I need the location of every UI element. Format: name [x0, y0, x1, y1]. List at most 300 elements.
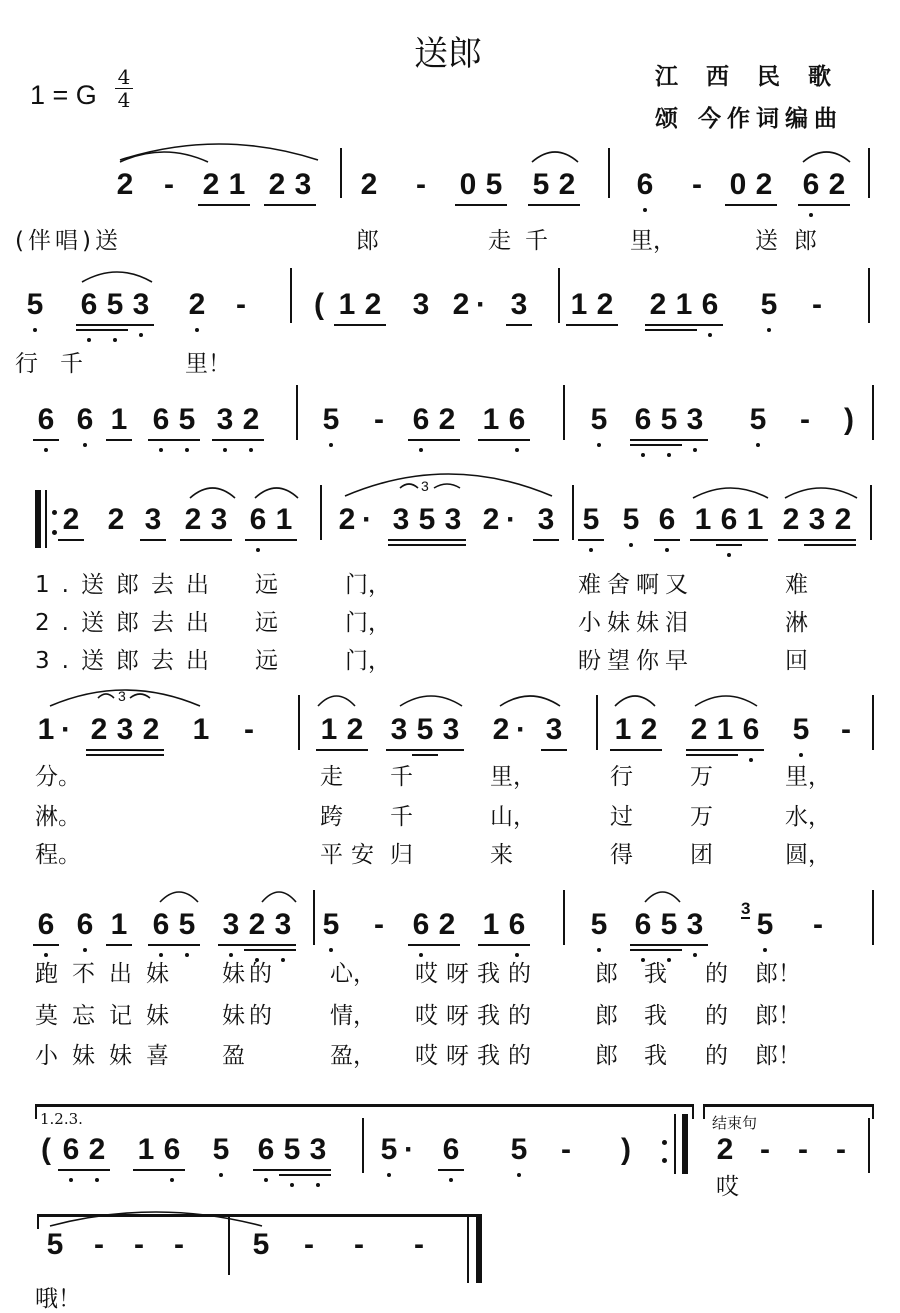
- volta-2-label: 结束句: [712, 1114, 758, 1132]
- note: -: [416, 168, 426, 201]
- lyric-text: 远: [255, 610, 278, 636]
- underline: [408, 944, 434, 946]
- note: 1: [106, 908, 132, 942]
- underline: [478, 944, 504, 946]
- underline: [84, 1169, 110, 1171]
- note-group: [645, 288, 723, 328]
- note: 2: [824, 168, 850, 202]
- low-octave-dot: [517, 1173, 521, 1177]
- note-group: [798, 168, 850, 208]
- underline: [386, 749, 412, 751]
- note: -: [134, 1228, 144, 1261]
- barline: [872, 695, 874, 750]
- note: 3: [212, 403, 238, 437]
- note-group: [148, 908, 200, 948]
- note-group: [180, 503, 232, 543]
- note-group: [148, 403, 200, 443]
- note: ·: [516, 713, 526, 746]
- lyric-text: 难舍啊又: [578, 572, 694, 598]
- triplet-mark: 3: [421, 478, 429, 494]
- barline: [596, 695, 598, 750]
- note-group: [58, 1133, 110, 1173]
- underline: [140, 539, 166, 541]
- note: 2: [58, 503, 84, 537]
- note-group: [72, 403, 98, 443]
- low-octave-dot: [281, 958, 285, 962]
- note: 1: [478, 403, 504, 437]
- note-group: [248, 1228, 274, 1268]
- note-group: [334, 503, 374, 543]
- underline: [656, 444, 682, 446]
- underline: [610, 749, 636, 751]
- note: 6: [630, 908, 656, 942]
- underline: [245, 539, 271, 541]
- dash-note: [804, 288, 830, 328]
- dash-note: [126, 1228, 152, 1268]
- low-octave-dot: [329, 443, 333, 447]
- note-group: [103, 503, 129, 543]
- low-octave-dot: [316, 1183, 320, 1187]
- note: 2: [342, 713, 368, 747]
- low-octave-dot: [515, 448, 519, 452]
- lyric-text: 郎！: [755, 1003, 801, 1029]
- note: ): [621, 1133, 631, 1166]
- underline: [244, 944, 270, 946]
- note-group: [218, 908, 296, 948]
- underline: [804, 539, 830, 541]
- lyric-text: 的: [705, 1043, 728, 1069]
- low-octave-dot: [290, 1183, 294, 1187]
- note: 3: [388, 503, 414, 537]
- lyric-text: 妹的: [222, 1003, 276, 1029]
- note: 5: [318, 403, 344, 437]
- note: 6: [148, 403, 174, 437]
- lyric-text: 哦！: [35, 1286, 81, 1312]
- dash-note: [228, 288, 254, 328]
- note: ·: [404, 1133, 414, 1166]
- barline: [572, 485, 574, 540]
- underline: [636, 749, 662, 751]
- slur: [345, 474, 552, 496]
- triplet-mark: 3: [118, 688, 126, 704]
- lyric-text: 哎: [716, 1174, 739, 1200]
- low-octave-dot: [159, 448, 163, 452]
- note: 5: [22, 288, 48, 322]
- underline: [434, 439, 460, 441]
- note-group: [586, 403, 612, 443]
- note: 6: [33, 403, 59, 437]
- slur: [645, 892, 680, 902]
- underline: [412, 754, 438, 756]
- underline: [566, 324, 592, 326]
- lyric-text: 行千: [15, 351, 105, 377]
- note: 2: [116, 168, 134, 201]
- underline: [138, 754, 164, 756]
- note: 1: [316, 713, 342, 747]
- low-octave-dot: [693, 448, 697, 452]
- note-group: [455, 168, 507, 208]
- underline: [58, 539, 84, 541]
- volta-bracket: [37, 1214, 482, 1229]
- note: 6: [630, 403, 656, 437]
- note: 6: [798, 168, 824, 202]
- lyric-text: 门，: [345, 648, 391, 674]
- note: 3: [506, 288, 532, 322]
- note-group: [725, 168, 777, 208]
- note: 2: [338, 503, 356, 536]
- slur: [190, 488, 235, 498]
- note: 3: [440, 503, 466, 537]
- note: 2: [751, 168, 777, 202]
- underline: [316, 749, 342, 751]
- note-group: [212, 403, 264, 443]
- dash-note: [684, 168, 710, 208]
- dash-note: [805, 908, 831, 948]
- underline: [455, 204, 481, 206]
- underline: [180, 539, 206, 541]
- note: 5: [578, 503, 604, 537]
- underline: [224, 204, 250, 206]
- low-octave-dot: [589, 548, 593, 552]
- underline: [206, 539, 232, 541]
- barline: [290, 268, 292, 323]
- lyric-text: 山，: [490, 804, 536, 830]
- lyric-text: 哎呀我的: [415, 961, 539, 987]
- underline: [645, 329, 671, 331]
- note: 6: [504, 403, 530, 437]
- note: 6: [72, 908, 98, 942]
- lyric-text: 的: [705, 1003, 728, 1029]
- underline: [528, 204, 554, 206]
- lyric-text: 万: [690, 764, 713, 790]
- note: 6: [716, 503, 742, 537]
- note: -: [800, 403, 810, 436]
- note: -: [692, 168, 702, 201]
- note: 2: [492, 713, 510, 746]
- note-group: [686, 713, 764, 753]
- low-octave-dot: [249, 448, 253, 452]
- slur: [160, 892, 198, 902]
- key-signature: 1 = G: [30, 80, 97, 110]
- lyric-text: 分。: [35, 764, 81, 790]
- underline: [106, 439, 132, 441]
- dash-note: [408, 168, 434, 208]
- note: 6: [33, 908, 59, 942]
- note: ·: [61, 713, 71, 746]
- note: 2: [138, 713, 164, 747]
- lyric-text: 里，: [630, 228, 676, 254]
- lyric-text: 圆，: [785, 842, 831, 868]
- dash-note: [366, 908, 392, 948]
- lyric-text: 里，: [490, 764, 536, 790]
- lyric-text: 走千: [488, 228, 562, 254]
- low-octave-dot: [756, 443, 760, 447]
- note: 5: [208, 1133, 234, 1167]
- barline: [296, 385, 298, 440]
- underline: [686, 749, 712, 751]
- lyric-text: 远: [255, 572, 278, 598]
- lyric-text: 千: [390, 764, 413, 790]
- low-octave-dot: [83, 948, 87, 952]
- volta-bracket: [703, 1104, 874, 1119]
- note: 5: [752, 908, 778, 942]
- note: 2: [198, 168, 224, 202]
- underline: [238, 439, 264, 441]
- note: 5: [656, 908, 682, 942]
- barline: [872, 385, 874, 440]
- note: 2: [716, 1133, 734, 1166]
- underline: [388, 539, 414, 541]
- note: -: [798, 1133, 808, 1166]
- note: 2: [554, 168, 580, 202]
- underline: [112, 749, 138, 751]
- slur: [130, 694, 150, 698]
- note-group: [356, 168, 382, 208]
- low-octave-dot: [727, 553, 731, 557]
- note-group: [408, 288, 434, 328]
- time-signature-top: 4: [117, 65, 131, 89]
- underline: [656, 944, 682, 946]
- dash-note: [792, 403, 818, 443]
- barline: [362, 1118, 364, 1173]
- lyric-text: 郎: [356, 228, 379, 254]
- note: 2: [686, 713, 712, 747]
- underline: [630, 444, 656, 446]
- underline: [159, 1169, 185, 1171]
- note-group: [188, 713, 214, 753]
- note-group: [408, 908, 460, 948]
- slur: [82, 272, 152, 282]
- lyric-text: 门，: [345, 572, 391, 598]
- note: 1: [224, 168, 250, 202]
- note: 3: [218, 908, 244, 942]
- note-group: [388, 503, 466, 543]
- low-octave-dot: [113, 338, 117, 342]
- note: 5: [528, 168, 554, 202]
- underline: [148, 439, 174, 441]
- underline: [270, 949, 296, 951]
- underline: [712, 754, 738, 756]
- note: 2: [84, 1133, 110, 1167]
- underline: [830, 539, 856, 541]
- note: 6: [76, 288, 102, 322]
- note: 3: [305, 1133, 331, 1167]
- underline: [654, 539, 680, 541]
- note-group: [376, 1133, 416, 1173]
- low-octave-dot: [749, 758, 753, 762]
- underline: [76, 324, 102, 326]
- dash-note: [790, 1133, 816, 1173]
- low-octave-dot: [643, 208, 647, 212]
- lyric-text: 盼望你早: [578, 648, 694, 674]
- note: -: [813, 908, 823, 941]
- note: 5: [481, 168, 507, 202]
- underline: [504, 439, 530, 441]
- slur: [318, 696, 355, 706]
- note-group: [756, 288, 782, 328]
- note-group: [448, 288, 488, 328]
- low-octave-dot: [223, 448, 227, 452]
- underline: [408, 439, 434, 441]
- barline: [608, 148, 610, 198]
- lyric-text: 远: [255, 648, 278, 674]
- note: 5: [788, 713, 814, 747]
- underline: [645, 324, 671, 326]
- underline: [342, 749, 368, 751]
- slur: [695, 696, 757, 706]
- note: 3: [128, 288, 154, 322]
- low-octave-dot: [329, 948, 333, 952]
- underline: [138, 749, 164, 751]
- note: 1: [133, 1133, 159, 1167]
- note: 6: [408, 908, 434, 942]
- lyric-text: 千: [390, 804, 413, 830]
- note: 5: [745, 403, 771, 437]
- repeat-start-barline: [35, 490, 41, 548]
- note: 2: [244, 908, 270, 942]
- barline: [870, 485, 872, 540]
- underline: [388, 544, 414, 546]
- low-octave-dot: [185, 448, 189, 452]
- lyric-text: 淋。: [35, 804, 81, 830]
- underline: [533, 539, 559, 541]
- repeat-dot: [662, 1158, 667, 1163]
- note: (: [314, 288, 324, 321]
- note: 3: [290, 168, 316, 202]
- note: ·: [362, 503, 372, 536]
- low-octave-dot: [33, 328, 37, 332]
- underline: [212, 439, 238, 441]
- dash-note: [346, 1228, 372, 1268]
- note-group: [478, 403, 530, 443]
- note: 1: [610, 713, 636, 747]
- low-octave-dot: [264, 1178, 268, 1182]
- underline: [271, 539, 297, 541]
- note: 3: [682, 908, 708, 942]
- underline: [290, 204, 316, 206]
- low-octave-dot: [665, 548, 669, 552]
- note: -: [836, 1133, 846, 1166]
- underline: [198, 204, 224, 206]
- note: 1: [192, 713, 210, 746]
- barline: [563, 890, 565, 945]
- dash-note: [166, 1228, 192, 1268]
- underline: [592, 324, 618, 326]
- lyric-text: 郎我: [595, 1003, 693, 1029]
- note: 5: [279, 1133, 305, 1167]
- note: 3: [804, 503, 830, 537]
- note-group: [198, 168, 250, 208]
- underline: [86, 749, 112, 751]
- lyric-text: 门，: [345, 610, 391, 636]
- note: 5: [414, 503, 440, 537]
- underline: [438, 749, 464, 751]
- lyric-text: (伴唱)送: [15, 228, 122, 254]
- low-octave-dot: [449, 1178, 453, 1182]
- lyric-text: 郎我: [595, 1043, 693, 1069]
- barline: [298, 695, 300, 750]
- dash-note: [236, 713, 262, 753]
- low-octave-dot: [641, 453, 645, 457]
- underline: [554, 204, 580, 206]
- note: 2: [636, 713, 662, 747]
- slur: [98, 694, 114, 698]
- note: 2: [184, 288, 210, 322]
- grace-note: 3: [741, 899, 751, 918]
- note: ·: [476, 288, 486, 321]
- note-group: [334, 288, 386, 328]
- note: 1: [690, 503, 716, 537]
- credit-author: 颂 今作词编曲: [655, 105, 844, 132]
- low-octave-dot: [256, 548, 260, 552]
- lyric-text: 心，: [330, 961, 376, 987]
- lyric-text: 郎我: [595, 961, 693, 987]
- note: -: [304, 1228, 314, 1261]
- credit-origin: 江西民歌: [655, 63, 859, 90]
- lyric-text: 盈，: [330, 1043, 376, 1069]
- underline: [264, 204, 290, 206]
- dash-note: [833, 713, 859, 753]
- repeat-dot: [52, 530, 57, 535]
- dash-note: [553, 1133, 579, 1173]
- parenthesis: [836, 403, 862, 443]
- underline: [712, 749, 738, 751]
- note: 1: [271, 503, 297, 537]
- note-group: [654, 503, 680, 543]
- note: 1: [478, 908, 504, 942]
- note: 5: [376, 1133, 402, 1167]
- barline: [868, 148, 870, 198]
- lyric-text: 行: [610, 764, 633, 790]
- note: 6: [253, 1133, 279, 1167]
- underline: [133, 1169, 159, 1171]
- underline: [253, 1169, 279, 1171]
- lyric-text: 走: [320, 764, 351, 790]
- note: 3: [438, 713, 464, 747]
- underline: [279, 1169, 305, 1171]
- note: 5: [506, 1133, 532, 1167]
- slur: [400, 696, 462, 706]
- note: 2: [107, 503, 125, 536]
- underline: [102, 329, 128, 331]
- lyric-text: 的: [705, 961, 728, 987]
- note: -: [174, 1228, 184, 1261]
- lyric-text: 妹的: [222, 961, 276, 987]
- underline: [481, 204, 507, 206]
- underline: [725, 204, 751, 206]
- underline: [305, 1169, 331, 1171]
- slur: [434, 484, 460, 488]
- note-group: [632, 168, 658, 208]
- slur: [255, 488, 298, 498]
- low-octave-dot: [95, 1178, 99, 1182]
- note: 2: [180, 503, 206, 537]
- underline: [360, 324, 386, 326]
- note-group: [630, 908, 708, 948]
- lyric-text: 万: [690, 804, 713, 830]
- underline: [778, 539, 804, 541]
- low-octave-dot: [139, 333, 143, 337]
- note: 5: [318, 908, 344, 942]
- note-group: [408, 403, 460, 443]
- note: 2: [592, 288, 618, 322]
- note: 5: [412, 713, 438, 747]
- note-group: [788, 713, 814, 753]
- note: 2: [434, 908, 460, 942]
- slur: [400, 484, 418, 488]
- lyric-text: 难: [785, 572, 808, 598]
- underline: [804, 544, 830, 546]
